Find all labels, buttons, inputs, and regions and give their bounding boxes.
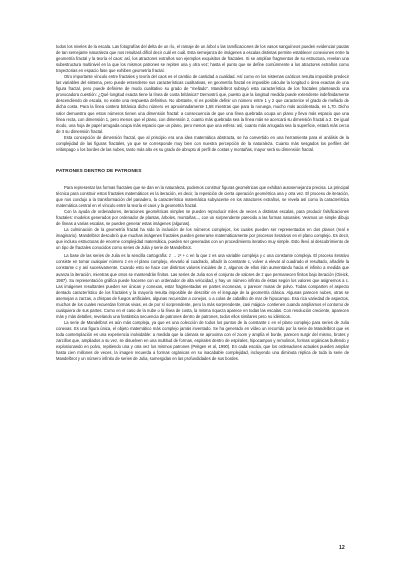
paragraph: La base de las series de Julia es la sencilla cartografía: z → z² + c en la que z es una variable compleja y c una constante compleja. El proceso iterativo consiste en tomar cualquier número z en el plano complejo, elevarlo al cuadrado, añadir la constante c, volver a elevar al cuadrado el resultado, añadirle la constante c y así sucesivamente. Cuando esto se hace con distintos valores iniciales de z, algunos de ellos irán aumentando hacia el infinito a medida que avanza la iteración, mientras que otros se mantendrán finitos. Las series de Julia son el conjunto de valores de z que permanecen finitos bajo iteración (Gleick, 1987). Su representación gráfica puede hacerse con un ordenador de alta velocidad, y hay un número infinito de éstas según los valores que asignemos a c. Las imágenes resultantes pueden ser únicas y conexas, estar fragmentadas en partes inconexas, o parecer motas de polvo. Todas comparten el aspecto dentado característico de los fractales y la mayoría resulta imposible de describir en el lenguaje de la geometría clásica. Algunas parecen nubes, otras se asemejan a zarzas, a chispas de fuegos artificiales, algunas recuerdan a conejos, o a colas de caballito de mar de hipocampo. Esa rica variedad de aspectos, muchos de los cuales recuerdan formas vivas, es de por sí sorprendente, pero la más sorprendente, casi mágica- contienen cuando ampliamos el contorno de cualquiera de sus partes. Como en el caso de la nube o la línea de costa, la misma riqueza aparece en todas las escalas. Con resolución creciente, aparecen más y más detalles, revelando una fantástica secuencia de patrones dentro de patrones, todos ellos similares pero no idénticos. bbox=[56, 253, 349, 319]
page-body bbox=[56, 44, 349, 362]
section-heading: PATRONES DENTRO DE PATRONES bbox=[56, 168, 142, 174]
paragraph: Otro importante vínculo entre fractales y teoría del caos es el cambio de cantidad a cualidad. Así como en los sistemas caóticos resulta imposible predecir las variables del sistema, pero puede entenderse sus características cualitativas, en geometría fractal es imposible calcular la longitud o área exactas de una figura fractal, pero puede definirse de modo cualitativo su grado de "mellado". Mandelbrot subrayó esta característica de los fractales planteando una provocadora cuestión: ¿Qué longitud exacta tiene la línea de costa británica? Demostró que, puesto que la longitud medida puede extenderse indefinidamente descendiendo de escala, no existe una respuesta definitiva. No obstante, sí es posible definir un número entre 1 y 2 que caracterice el grado de mellado de dicha costa. Para la línea costera británica dicho número es aproximadamente 1,58 mientras que para la noruega, mucho más accidentada, es 1,70. Dicho valor demuestra que estos números tienen una dimensión fractal: a consecuencia de que una línea quebrada ocupa un plano y lleva más espacio que una línea recta, con dimensión 1, pero menos que el plano, con dimensión 2, cuanto más quebrada sea la línea más se acercará su dimensión fractal a 2. De igual modo, una hoja de papel arrugada ocupa más espacio que un plano, pero menos que una esfera: así, cuanto más arrugada sea la superficie, estará más cerca de 3 su dimensión fractal. bbox=[56, 74, 349, 134]
paragraph: La serie de Mandelbrot es aún más compleja, ya que es una colección de todos los puntos de la constante c en el plano complejo para series de Julia conexas. Es una figura única, el objeto matemático más complejo jamás inventado. Se ha generado en vídeo un recorrido por la serie de Mandelbrot que es toda contemplación es una experiencia inolvidable: a medida que la cámara se aproxima con el zoom y amplía el borde, parecen surgir del mismo, brotes y zarcillos que, ampliados a su vez, se disuelven en una multitud de formas, espirales dentro de espirales, hipocampos y remolinos, formas orgánicas bullendo y explosionando en polvo, repitiendo una y otra vez los mismos patrones (Peitgen et al, 1990). En cada escala, que los ordenadores actuales pueden ampliar hasta cien millones de veces, la imagen recuerda a formas orgánicas en su inacabable complejidad, incluyendo una diminuta réplica de toda la serie de Mandelbrot y un número infinito de series de Julia, sumergidas en las profundidades de sus bordes. bbox=[56, 319, 349, 362]
paragraph: Esta concepción de dimensión fractal, que al principio era una idea matemática abstracta, se ha convertido en una herramienta para el análisis de la complejidad de las figuras fractales, ya que se corresponde muy bien con nuestra percepción de la naturaleza. Cuanto más sesgados los perfiles del relámpago o los bordes de las nubes, tanto más alto es su grado de abrupto al perfil de costas y montañas, mayor será su dimensión fractal. bbox=[56, 134, 349, 152]
paragraph: La culminación de la geometría fractal ha sido la inclusión de los números complejos, los cuales pueden ser representados en dos planos (real e imaginario). Mandelbrot descubrió que muchas imágenes fractales pueden generarse matemáticamente por procesos iterativos en el plano complejo. Es decir, que incluso estructuras de enorme complejidad matemática, pueden ser generadas con un procedimiento iterativo muy simple. Esto llevó al descubrimiento de un tipo de fractales conocidos como series de Julia y serie de Mandelbrot. bbox=[56, 227, 349, 251]
paragraph: Con la ayuda de ordenadores, iteraciones geométricas simples se pueden reproducir miles de veces a distintas escalas, para producir falsificaciones fractales: modelos generados por ordenador de plantas, árboles, montañas..., con un sorprendente parecido a las formas naturales. Veamos un simple dibujo de líneas a varias escalas, se pueden generar estas imágenes (algunas). bbox=[56, 209, 349, 227]
paragraph: Para representar las formas fractales que se dan en la naturaleza, podemos construir figuras geométricas que exhiban autosemejanza precisa. La principal técnica para construir estos fractales matemáticos es la iteración, es decir, la repetición de cierta operación geométrica una y otra vez. El proceso de iteración, que nos condujo a la transformación del panadero, la característica matemática subyacente en los atractores extraños, se revela así como la característica matemática central en el vínculo entre la teoría el caos y la geometría fractal. bbox=[56, 184, 349, 208]
page-number: 12 bbox=[339, 545, 345, 551]
paragraph: todos los niveles de la escala. Las fotografías del delta de un río, el ramaje de un árbol o las ramificaciones de los vasos sanguíneos pueden evidenciar pautas de tan semejante naturaleza que nos resultará difícil decir cuál es cuál. Esta semejanza de imágenes a escalas distintas permite establecer conexiones entre la geometría fractal y la teoría el caos: así, los atractores extraños son ejemplos exquisitos de fractales. Si se amplían fragmentos de su estructura, revelan una subestructura multinivel en la que los mismos patrones se repiten una y otra vez; hasta el punto que se define comúnmente a los atractores extraños como trayectorias en espacio fase que exhiben geometría fractal. bbox=[56, 44, 349, 74]
